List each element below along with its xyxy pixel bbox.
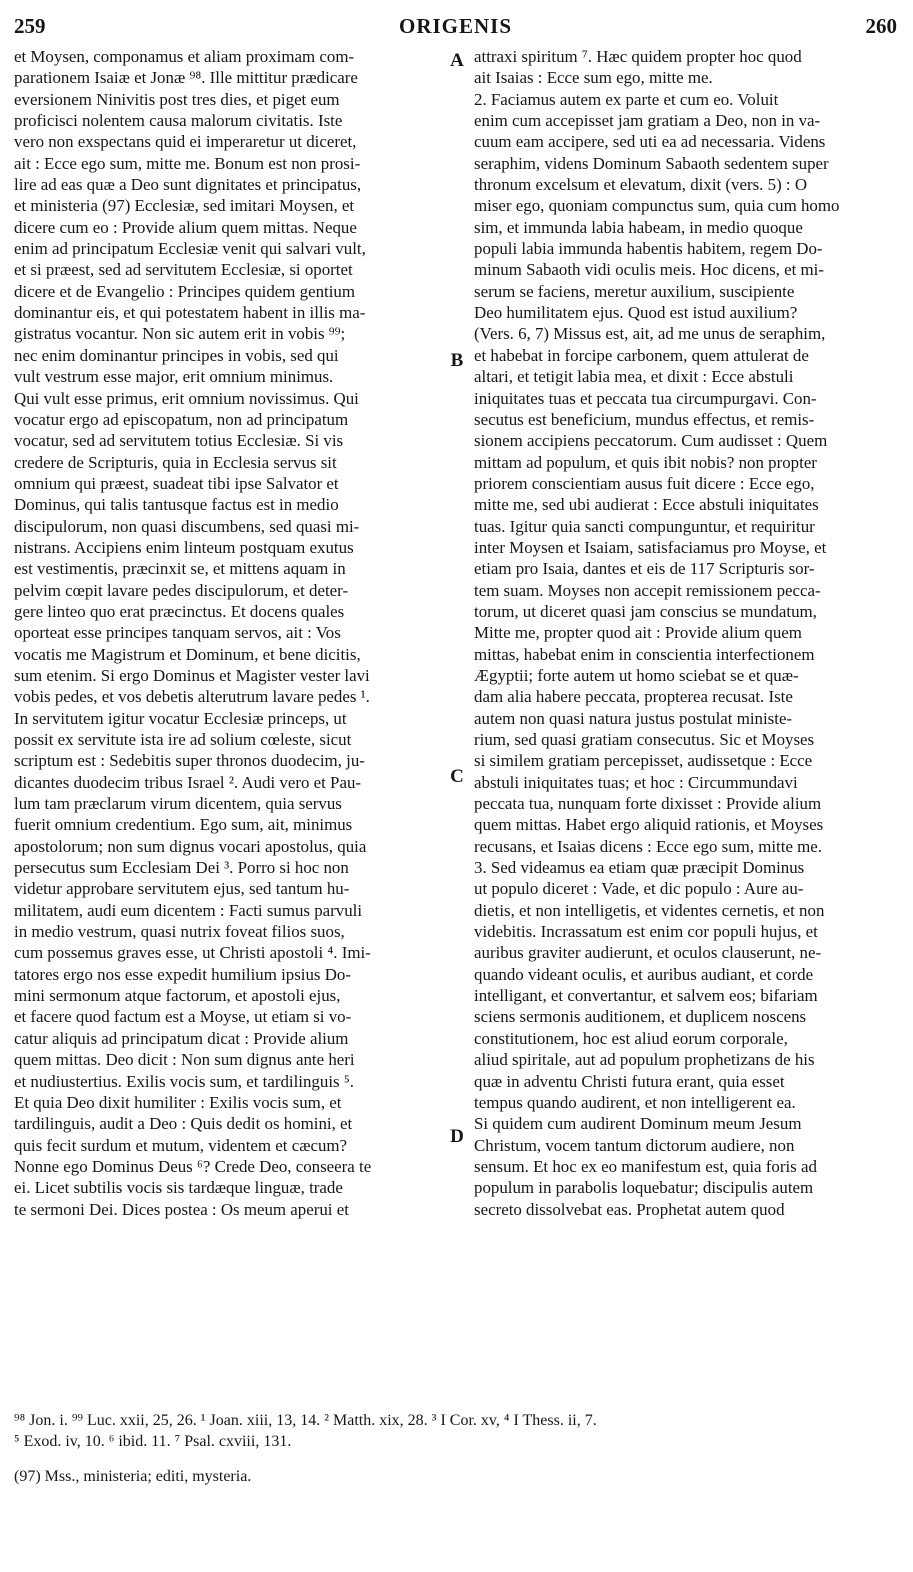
text-line: seraphim, videns Dominum Sabaoth sedentem super: [474, 153, 829, 173]
text-line: sciens sermonis auditionem, et duplicem noscens: [474, 1007, 807, 1027]
page-number-left: 259: [14, 14, 46, 38]
text-line: Nonne ego Dominus Deus ⁶? Crede Deo, conseera te: [14, 1156, 372, 1176]
text-line: Ægyptii; forte autem ut homo sciebat se et quæ-: [474, 665, 799, 685]
text-line: et nudiustertius. Exilis vocis sum, et tardilinguis ⁵.: [14, 1071, 354, 1091]
text-line: 3. Sed videamus ea etiam quæ præcipit Dominus: [474, 858, 805, 878]
text-line: minum Sabaoth vidi oculis meis. Hoc dicens, et mi-: [474, 260, 824, 280]
page-header: [14, 14, 897, 40]
running-title: ORIGENIS: [398, 14, 513, 38]
text-line: quem mittas. Habet ergo aliquid rationis, et Moyses: [474, 815, 824, 835]
text-line: populi labia immunda habentis habitem, regem Do-: [474, 239, 823, 259]
text-line: iniquitates tuas et peccata tua circumpurgavi. Con-: [474, 388, 817, 408]
text-line: populum in parabolis loquebatur; discipulis autem: [474, 1178, 814, 1198]
text-line: ait Isaias : Ecce sum ego, mitte me.: [474, 68, 713, 88]
text-line: inter Moysen et Isaiam, satisfaciamus pro Moyse, et: [474, 537, 827, 557]
text-line: proficisci nolentem causa malorum civitatis. Iste: [14, 111, 343, 131]
text-line: et ministeria (97) Ecclesiæ, sed imitari Moysen, et: [14, 196, 355, 216]
text-line: videbitis. Incrassatum est enim cor populi hujus, et: [474, 922, 818, 942]
text-line: rium, sed quasi gratiam consecutus. Sic et Moyses: [474, 730, 815, 749]
text-line: cuum eam accipere, sed uti ea ad necessaria. Videns: [474, 132, 826, 152]
text-line: serum se faciens, meretur auxilium, suscipiente: [474, 281, 795, 301]
text-line: miser ego, quoniam compunctus sum, quia cum homo: [474, 196, 840, 216]
text-line: Christum, vocem tantum dictorum audiere, non: [474, 1135, 795, 1155]
text-line: autem non quasi natura justus postulat ministe-: [474, 708, 793, 728]
text-line: pelvim cœpit lavare pedes discipulorum, et deter-: [14, 580, 349, 600]
text-line: dominantur eis, et qui potestatem habent in illis ma-: [14, 303, 366, 323]
text-line: aliud spiritale, aut ad populum prophetizans de his: [474, 1050, 815, 1070]
left-column: [14, 46, 434, 1220]
text-line: vocatis me Magistrum et Dominum, et bene dicitis,: [14, 644, 361, 664]
right-column: [474, 46, 896, 1220]
text-line: peccata tua, nunquam forte dixisset : Provide alium: [474, 794, 822, 814]
text-line: quis fecit surdum et mutum, videntem et cæcum?: [14, 1135, 348, 1155]
text-line: si similem gratiam percepisset, audissetque : Ecce: [474, 751, 813, 771]
text-line: sum etenim. Si ergo Dominus et Magister vester lavi: [14, 665, 370, 685]
text-line: constitutionem, hoc est aliud eorum corporale,: [474, 1028, 788, 1048]
text-line: enim cum accepisset jam gratiam a Deo, non in va-: [474, 111, 821, 131]
text-line: intelligant, et convertantur, et salvem eos; bifariam: [474, 986, 818, 1006]
margin-marker-b: B: [450, 350, 464, 371]
text-line: catur aliquis ad principatum dicat : Provide alium: [14, 1028, 349, 1048]
text-line: (Vers. 6, 7) Missus est, ait, ad me unus de seraphim,: [474, 324, 826, 344]
text-line: sim, et immunda labia habeam, in medio quoque: [474, 217, 803, 237]
text-line: Dominus, qui talis tantusque factus est in medio: [14, 495, 339, 515]
text-line: possit ex servitute ista ire ad solium cœleste, sicut: [14, 730, 352, 749]
text-line: vobis pedes, et vos debetis alterutrum lavare pedes ¹.: [14, 687, 370, 707]
text-line: dicere et de Evangelio : Principes quidem gentium: [14, 281, 355, 301]
text-line: dicere cum eo : Provide alium quem mittas. Neque: [14, 217, 357, 237]
text-line: ut populo diceret : Vade, et dic populo : Aure au-: [474, 879, 804, 899]
text-line: torum, ut diceret quasi jam conscius se mundatum,: [474, 601, 817, 621]
text-line: attraxi spiritum ⁷. Hæc quidem propter hoc quod: [474, 47, 802, 66]
page-number-right: 260: [865, 14, 897, 38]
text-line: ei. Licet subtilis vocis sis tardæque linguæ, trade: [14, 1178, 343, 1198]
text-line: quæ in adventu Christi futura erant, quia esset: [474, 1071, 785, 1091]
text-line: lum tam præclarum virum dicentem, quia servus: [14, 794, 342, 814]
text-line: 2. Faciamus autem ex parte et cum eo. Voluit: [474, 89, 779, 109]
text-line: mini sermonum atque factorum, et apostoli ejus,: [14, 986, 341, 1006]
text-line: apostolorum; non sum dignus vocari apostolus, quia: [14, 836, 367, 856]
text-line: gistratus vocantur. Non sic autem erit in vobis ⁹⁹;: [14, 324, 346, 344]
text-line: vult vestrum esse major, erit omnium minimus.: [14, 367, 334, 387]
footnote-line-2: ⁵ Exod. iv, 10. ⁶ ibid. 11. ⁷ Psal. cxviii, 131.: [14, 1433, 292, 1450]
text-line: tatores ergo nos esse expedit humilium ipsius Do-: [14, 964, 351, 984]
text-line: vocatur, sed ad servitutem totius Ecclesiæ. Si vis: [14, 431, 344, 451]
margin-marker-d: D: [450, 1126, 464, 1147]
text-line: in medio vestrum, quasi nutrix foveat filios suos,: [14, 922, 345, 942]
text-line: mittam ad populum, et quis ibit nobis? non propter: [474, 452, 817, 472]
text-line: et facere quod factum est a Moyse, ut etiam si vo-: [14, 1007, 352, 1027]
text-line: dicantes duodecim tribus Israel ². Audi vero et Pau-: [14, 772, 362, 792]
text-line: est vestimentis, præcinxit se, et mittens aquam in: [14, 559, 346, 579]
text-line: persecutus sum Ecclesiam Dei ³. Porro si hoc non: [14, 858, 349, 878]
footnotes: [14, 1410, 899, 1452]
text-line: vocatur ergo ad episcopatum, non ad principatum: [14, 409, 349, 429]
text-line: etiam pro Isaia, dantes et eis de 117 Scripturis sor-: [474, 559, 815, 579]
text-line: et habebat in forcipe carbonem, quem attulerat de: [474, 345, 809, 365]
text-line: fuerit omnium credentium. Ego sum, ait, minimus: [14, 815, 353, 835]
text-line: quem mittas. Deo dicit : Non sum dignus ante heri: [14, 1050, 355, 1070]
text-line: secreto dissolvebat eas. Prophetat autem quod: [474, 1199, 785, 1219]
text-line: abstuli iniquitates tuas; et hoc : Circummundavi: [474, 772, 798, 792]
editorial-note: (97) Mss., ministeria; editi, mysteria.: [14, 1468, 252, 1485]
text-line: cum possemus graves esse, ut Christi apostoli ⁴. Imi-: [14, 943, 371, 963]
text-line: oporteat esse principes tanquam servos, ait : Vos: [14, 623, 341, 643]
text-line: tem suam. Moyses non accepit remissionem pecca-: [474, 580, 821, 600]
text-line: vero non exspectans quid ei imperaretur ut diceret,: [14, 132, 357, 152]
text-line: nec enim dominantur principes in vobis, sed qui: [14, 345, 339, 365]
text-line: recusans, et Isaias dicens : Ecce ego sum, mitte me.: [474, 836, 823, 856]
margin-marker-a: A: [450, 50, 464, 71]
text-line: lire ad eas quæ a Deo sunt dignitates et principatus,: [14, 175, 362, 195]
text-line: sensum. Et hoc ex eo manifestum est, quia foris ad: [474, 1156, 817, 1176]
text-line: sionem accipiens peccatorum. Cum audisset : Quem: [474, 431, 828, 451]
text-line: tardilinguis, audit a Deo : Quis dedit os homini, et: [14, 1114, 353, 1134]
text-line: mitte me, sed ubi audierat : Ecce abstuli iniquitates: [474, 495, 819, 515]
text-line: enim ad principatum Ecclesiæ venit qui salvari vult,: [14, 239, 366, 259]
text-line: videtur approbare servitutem ejus, sed tantum hu-: [14, 879, 350, 899]
text-line: Qui vult esse primus, erit omnium novissimus. Qui: [14, 388, 359, 408]
text-line: scriptum est : Sedebitis super thronos duodecim, ju-: [14, 751, 365, 771]
text-line: et Moysen, componamus et aliam proximam com-: [14, 47, 355, 66]
text-line: dam alia habere peccata, propterea recusat. Iste: [474, 687, 793, 707]
text-line: secutus est beneficium, mundus effectus, et remis-: [474, 409, 815, 429]
text-line: Mitte me, propter quod ait : Provide alium quem: [474, 623, 802, 643]
text-line: et si præest, sed ad servitutem Ecclesiæ, si oportet: [14, 260, 353, 280]
footnote-line-1: ⁹⁸ Jon. i. ⁹⁹ Luc. xxii, 25, 26. ¹ Joan. xiii, 13, 14. ² Matth. xix, 28. ³ I Cor. xv, ⁴ I Thess. ii, 7.: [14, 1412, 597, 1429]
text-line: mittas, habebat enim in conscientia interfectionem: [474, 644, 815, 664]
text-line: militatem, audi eum dicentem : Facti sumus parvuli: [14, 900, 363, 920]
text-line: tempus quando audirent, et non intelligerent ea.: [474, 1092, 796, 1112]
text-line: parationem Isaiæ et Jonæ ⁹⁸. Ille mittitur prædicare: [14, 68, 358, 88]
text-line: te sermoni Dei. Dices postea : Os meum aperui et: [14, 1199, 349, 1219]
text-line: ait : Ecce ego sum, mitte me. Bonum est non prosi-: [14, 153, 361, 173]
text-line: altari, et tetigit labia mea, et dixit : Ecce abstuli: [474, 367, 794, 387]
text-line: Deo humilitatem ejus. Quod est istud auxilium?: [474, 303, 798, 323]
text-line: nistrans. Accipiens enim linteum postquam exutus: [14, 537, 354, 557]
text-line: discipulorum, non quasi discumbens, sed quasi mi-: [14, 516, 360, 536]
text-line: thronum excelsum et elevatum, dixit (vers. 5) : O: [474, 175, 808, 195]
text-line: gere linteo quo erat præcinctus. Et docens quales: [14, 601, 345, 621]
text-line: priorem conscientiam ausus fuit dicere : Ecce ego,: [474, 473, 815, 493]
text-line: omnium qui præest, suadeat tibi ipse Salvator et: [14, 473, 339, 493]
text-line: In servitutem igitur vocatur Ecclesiæ princeps, ut: [14, 708, 347, 728]
text-line: quando videant oculis, et auribus audiant, et corde: [474, 964, 814, 984]
text-line: tuas. Igitur quia sancti compunguntur, et requiritur: [474, 516, 815, 536]
text-line: auribus graviter audierunt, et oculos clauserunt, ne-: [474, 943, 822, 963]
margin-marker-c: C: [450, 766, 464, 787]
text-line: Si quidem cum audirent Dominum meum Jesum: [474, 1114, 802, 1134]
text-line: Et quia Deo dixit humiliter : Exilis vocis sum, et: [14, 1092, 342, 1112]
text-line: dietis, et non intelligetis, et videntes cernetis, et non: [474, 900, 825, 920]
text-line: credere de Scripturis, quia in Ecclesia servus sit: [14, 452, 337, 472]
editorial-note-block: [14, 1466, 899, 1487]
text-line: eversionem Ninivitis post tres dies, et piget eum: [14, 89, 340, 109]
